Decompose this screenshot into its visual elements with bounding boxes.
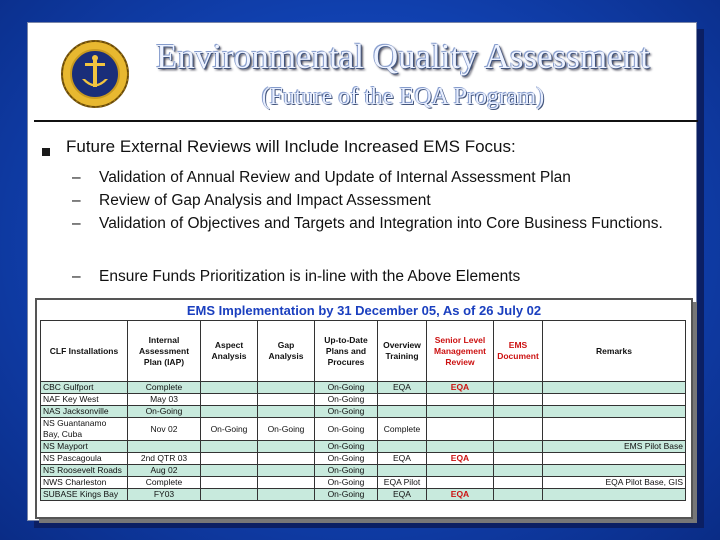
table-cell <box>201 465 258 477</box>
table-cell <box>494 477 543 489</box>
ems-table <box>40 320 686 501</box>
table-cell <box>258 406 315 418</box>
table-row <box>41 465 686 477</box>
table-cell <box>427 394 494 406</box>
table-cell: On-Going <box>315 453 378 465</box>
header-cell: Aspect Analysis <box>201 321 258 382</box>
table-cell: On-Going <box>315 418 378 441</box>
table-cell <box>543 382 686 394</box>
installation-cell: CBC Gulfport <box>41 382 128 394</box>
header-cell: Up-to-Date Plans and Procures <box>315 321 378 382</box>
table-cell: May 03 <box>128 394 201 406</box>
page-subtitle: (Future of the EQA Program) <box>261 84 545 110</box>
table-cell <box>201 382 258 394</box>
dash-icon: – <box>72 192 81 209</box>
table-cell <box>258 477 315 489</box>
bullet-square-icon <box>42 148 50 156</box>
table-cell: Aug 02 <box>128 465 201 477</box>
table-cell: On-Going <box>315 394 378 406</box>
header-cell: Senior Level Management Review <box>427 321 494 382</box>
table-cell <box>258 394 315 406</box>
table-cell <box>427 418 494 441</box>
table-cell: On-Going <box>315 406 378 418</box>
table-cell: 2nd QTR 03 <box>128 453 201 465</box>
table-row <box>41 418 686 441</box>
installation-cell: NS Roosevelt Roads <box>41 465 128 477</box>
table-cell: On-Going <box>315 489 378 501</box>
table-cell <box>378 394 427 406</box>
table-cell <box>494 453 543 465</box>
header-cell: Remarks <box>543 321 686 382</box>
table-cell <box>378 406 427 418</box>
table-cell: On-Going <box>128 406 201 418</box>
table-row <box>41 394 686 406</box>
table-row <box>41 441 686 453</box>
table-cell <box>258 489 315 501</box>
table-row <box>41 489 686 501</box>
table-cell <box>258 453 315 465</box>
ems-table-panel <box>35 298 693 519</box>
table-row <box>41 406 686 418</box>
table-cell <box>378 441 427 453</box>
table-cell: On-Going <box>315 441 378 453</box>
table-cell <box>378 465 427 477</box>
table-cell: EQA Pilot Base, GIS <box>543 477 686 489</box>
table-cell <box>258 465 315 477</box>
table-cell <box>201 394 258 406</box>
table-cell: Complete <box>128 477 201 489</box>
table-cell: On-Going <box>315 382 378 394</box>
header-cell: Overview Training <box>378 321 427 382</box>
table-cell: Nov 02 <box>128 418 201 441</box>
installation-cell: NAF Key West <box>41 394 128 406</box>
table-cell: EQA <box>427 382 494 394</box>
table-cell <box>427 465 494 477</box>
table-cell <box>201 453 258 465</box>
table-cell <box>494 418 543 441</box>
table-cell: Complete <box>378 418 427 441</box>
table-cell <box>258 441 315 453</box>
table-cell <box>427 441 494 453</box>
table-cell <box>494 465 543 477</box>
installation-cell: SUBASE Kings Bay <box>41 489 128 501</box>
table-cell <box>427 477 494 489</box>
table-cell: EQA <box>427 453 494 465</box>
table-cell <box>201 477 258 489</box>
table-cell <box>201 406 258 418</box>
table-cell <box>543 489 686 501</box>
table-cell: EQA Pilot <box>378 477 427 489</box>
installation-cell: NAS Jacksonville <box>41 406 128 418</box>
table-cell: Complete <box>128 382 201 394</box>
sub-item-text: Validation of Objectives and Targets and Integration into Core Business Functions. <box>99 215 663 232</box>
table-cell: On-Going <box>258 418 315 441</box>
installation-cell: NS Guantanamo Bay, Cuba <box>41 418 128 441</box>
navy-anchor-seal-icon <box>60 39 130 109</box>
table-cell <box>427 406 494 418</box>
table-cell: FY03 <box>128 489 201 501</box>
main-bullet: Future External Reviews will Include Increased EMS Focus: <box>66 137 516 156</box>
table-row <box>41 477 686 489</box>
table-cell <box>543 465 686 477</box>
table-title: EMS Implementation by 31 December 05, As of 26 July 02 <box>186 303 542 318</box>
sub-item-text: Review of Gap Analysis and Impact Assessment <box>99 192 431 209</box>
installation-cell: NWS Charleston <box>41 477 128 489</box>
table-cell: On-Going <box>315 477 378 489</box>
table-header-row <box>41 321 686 382</box>
table-cell <box>201 489 258 501</box>
page-title: Environmental Quality Assessment <box>156 37 650 76</box>
table-cell <box>543 406 686 418</box>
sub-item-text: Ensure Funds Prioritization is in-line with the Above Elements <box>99 268 521 285</box>
slide <box>27 22 697 521</box>
installation-cell: NS Mayport <box>41 441 128 453</box>
table-cell: On-Going <box>315 465 378 477</box>
table-cell: EMS Pilot Base <box>543 441 686 453</box>
table-cell <box>494 441 543 453</box>
header-cell: CLF Installations <box>41 321 128 382</box>
table-cell <box>494 406 543 418</box>
dash-icon: – <box>72 215 81 232</box>
table-cell <box>128 441 201 453</box>
title-divider <box>34 120 698 122</box>
table-cell: EQA <box>378 453 427 465</box>
table-cell <box>494 489 543 501</box>
sub-item-text: Validation of Annual Review and Update of Internal Assessment Plan <box>99 169 571 186</box>
table-cell <box>258 382 315 394</box>
table-row <box>41 382 686 394</box>
header-cell: Internal Assessment Plan (IAP) <box>128 321 201 382</box>
table-cell <box>201 441 258 453</box>
table-cell: EQA <box>378 489 427 501</box>
table-cell: EQA <box>378 382 427 394</box>
installation-cell: NS Pascagoula <box>41 453 128 465</box>
dash-icon: – <box>72 169 81 186</box>
table-cell <box>494 382 543 394</box>
table-cell <box>543 394 686 406</box>
table-cell <box>543 418 686 441</box>
table-cell <box>494 394 543 406</box>
table-row <box>41 453 686 465</box>
header-cell: Gap Analysis <box>258 321 315 382</box>
table-cell: EQA <box>427 489 494 501</box>
table-cell: On-Going <box>201 418 258 441</box>
dash-icon: – <box>72 268 81 285</box>
table-cell <box>543 453 686 465</box>
header-cell: EMS Document <box>494 321 543 382</box>
